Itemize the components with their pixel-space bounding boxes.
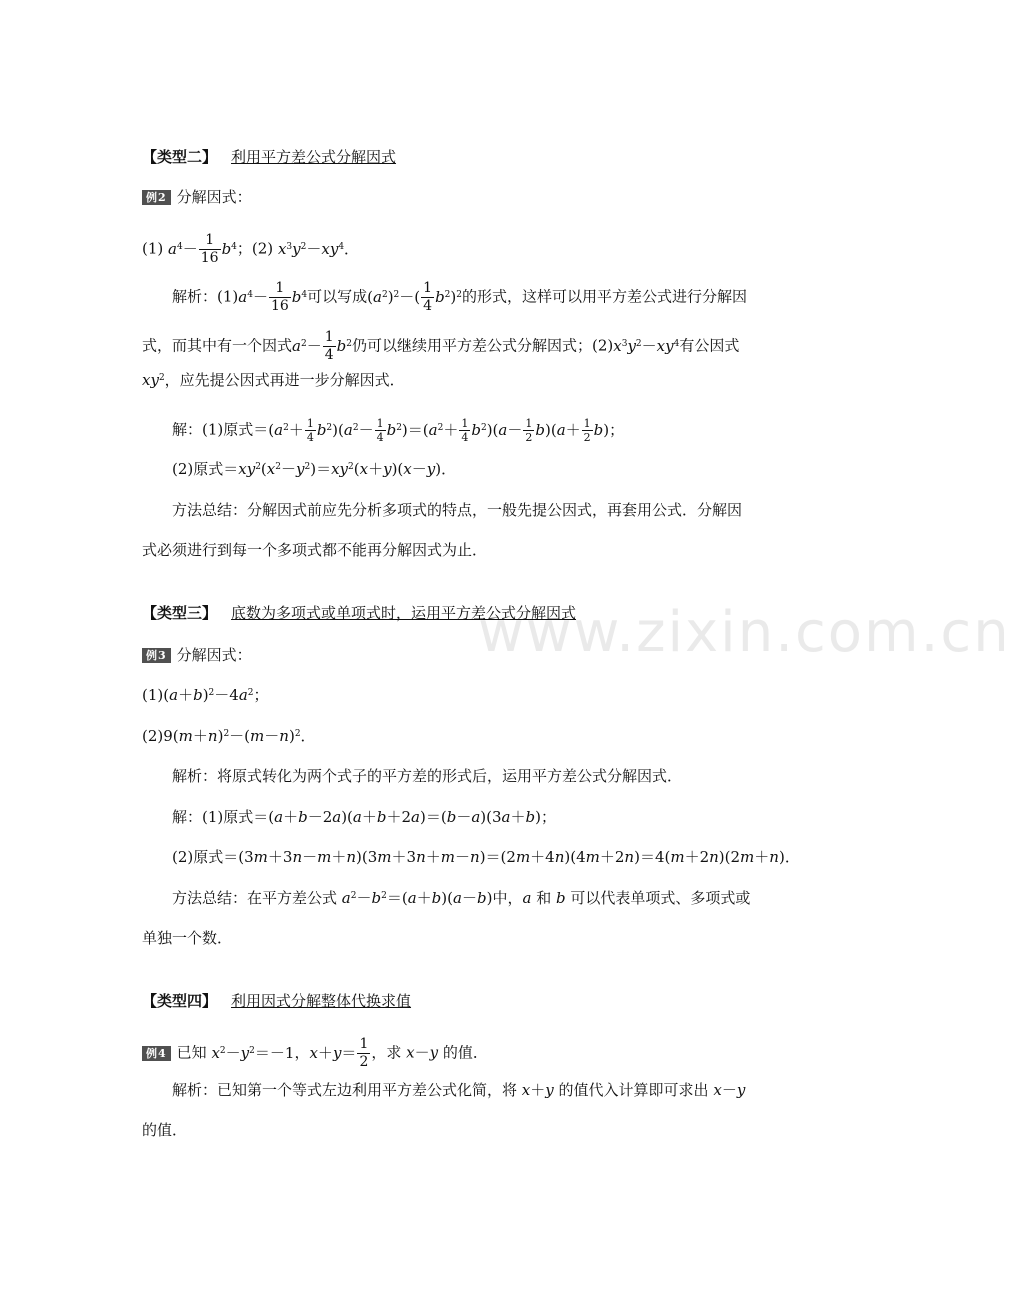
math-expr: $(1)(a+b)^2-4a^2$； (142, 686, 269, 704)
method-text: 方法总结：在平方差公式 (172, 889, 338, 907)
method-summary-line: 单独一个数． (142, 929, 233, 947)
example-line (142, 187, 252, 207)
analysis-text: 解析：(1) (172, 287, 239, 306)
math-expr: $(2)9(m+n)^2-(m-n)^2$． (142, 727, 316, 745)
analysis-text: ，应先提公因式再进一步分解因式． (164, 371, 405, 389)
section-title: 底数为多项式或单项式时，运用平方差公式分解因式 (231, 604, 577, 622)
math-expr: x＋y＝ $\frac{1}{2}$ (309, 1036, 369, 1070)
solution-line (172, 847, 800, 867)
section-tag: 【类型二】 (142, 148, 218, 166)
solution-text: (2)原式＝ (172, 460, 239, 478)
math-expr: $xy^2(x^2-y^2)=xy^2(x+y)(x-y)$． (238, 460, 457, 478)
analysis-text: 的值代入计算即可求出 (558, 1081, 709, 1099)
method-text: 可以代表单项式、多项式或 (570, 889, 751, 907)
math-expr: $x^2-y^2=-1$ (211, 1043, 295, 1062)
math-expr: $x^3y^2-xy^4$ (613, 336, 680, 355)
analysis-line (172, 1080, 745, 1100)
example-badge: 例2 (142, 190, 171, 205)
math-expr: $a^2-b^2=(a+b)(a-b)$ (341, 889, 493, 907)
section-heading (142, 147, 396, 167)
analysis-text: 解析：已知第一个等式左边利用平方差公式化简，将 (172, 1081, 518, 1099)
analysis-text: 式，而其中有一个因式 (142, 336, 293, 355)
analysis-line: 解析：将原式转化为两个式子的平方差的形式后，运用平方差公式分解因式． (172, 767, 683, 785)
math-expr: $a^4-$ $\frac{1}{16}$ $b^4$ (168, 232, 237, 266)
math-expr: a (522, 889, 532, 907)
method-summary-line: 方法总结：分解因式前应先分析多项式的特点，一般先提公因式，再套用公式．分解因 (172, 501, 743, 519)
analysis-text: 可以写成 (307, 287, 368, 306)
math-expr: ($a^2+$ $\frac{1}{4}$ $b^2)(a^2-$ $\frac{1}{4}$ $b^2)=(a^2+$ $\frac{1}{4}$ $b^2)(a-$ $\frac{1}{2}$ b)(a＋ $\frac{1}{2}$ b)； (268, 417, 625, 444)
math-expr: b (555, 889, 566, 907)
method-summary-line (172, 888, 750, 908)
math-expr: $x^3y^2-xy^4$． (277, 239, 360, 258)
question-line (142, 726, 316, 746)
q2-label: ；(2) (236, 239, 274, 258)
section-title: 利用平方差公式分解因式 (231, 148, 397, 166)
example-badge: 例3 (142, 648, 171, 663)
solution-line (172, 459, 456, 479)
example-text: 已知 (176, 1043, 207, 1062)
example-text: 分解因式： (176, 188, 252, 206)
math-expr: (3m＋3n－m＋n)(3m＋3n＋m－n)＝(2m＋4n)(4m＋2n)＝4(m＋2n)(2m＋n)． (238, 848, 800, 866)
math-expr: x－y (713, 1081, 746, 1099)
method-text: 中， (492, 889, 523, 907)
math-expr: x－y (406, 1043, 439, 1062)
analysis-text: 仍可以继续用平方差公式分解因式；(2) (351, 336, 614, 355)
analysis-line (142, 370, 405, 390)
example-text: 分解因式： (176, 646, 252, 664)
math-expr: (a＋b－2a)(a＋b＋2a)＝(b－a)(3a＋b)； (268, 808, 556, 826)
section-tag: 【类型四】 (142, 992, 218, 1010)
q1-label: (1) (142, 239, 164, 258)
math-expr: x＋y (521, 1081, 554, 1099)
solution-line (172, 417, 624, 444)
example-text: 的值． (442, 1043, 488, 1062)
example-line (142, 645, 252, 665)
section-title: 利用因式分解整体代换求值 (231, 992, 412, 1010)
example-text: ， (294, 1043, 310, 1062)
example-badge: 例4 (142, 1046, 171, 1061)
solution-line (172, 807, 556, 827)
math-expr: $a^2-$ $\frac{1}{4}$ $b^2$ (292, 329, 352, 363)
method-summary-line: 式必须进行到每一个多项式都不能再分解因式为止． (142, 541, 488, 559)
math-expr: $xy^2$ (142, 371, 165, 389)
section-heading (142, 991, 411, 1011)
math-expr: $(a^2)^2-$( $\frac{1}{4}$ $b^2)^2$ (367, 280, 462, 314)
solution-text: 解：(1)原式＝ (172, 808, 269, 826)
method-text: 和 (536, 889, 552, 907)
analysis-line: 的值． (142, 1121, 188, 1139)
analysis-text: 的形式，这样可以用平方差公式进行分解因 (462, 287, 748, 306)
example-text: ，求 (371, 1043, 402, 1062)
analysis-line (172, 280, 747, 315)
solution-text: (2)原式＝ (172, 848, 239, 866)
math-expr: $a^4-$ $\frac{1}{16}$ $b^4$ (238, 280, 308, 314)
analysis-text: 有公因式 (679, 336, 740, 355)
analysis-line (142, 329, 739, 364)
question-line (142, 685, 269, 705)
question-line (142, 232, 359, 267)
example-line (142, 1036, 488, 1071)
solution-text: 解：(1)原式＝ (172, 420, 269, 439)
section-tag: 【类型三】 (142, 604, 218, 622)
watermark: www.zixin.com.cn (478, 600, 1011, 665)
section-heading (142, 603, 576, 623)
